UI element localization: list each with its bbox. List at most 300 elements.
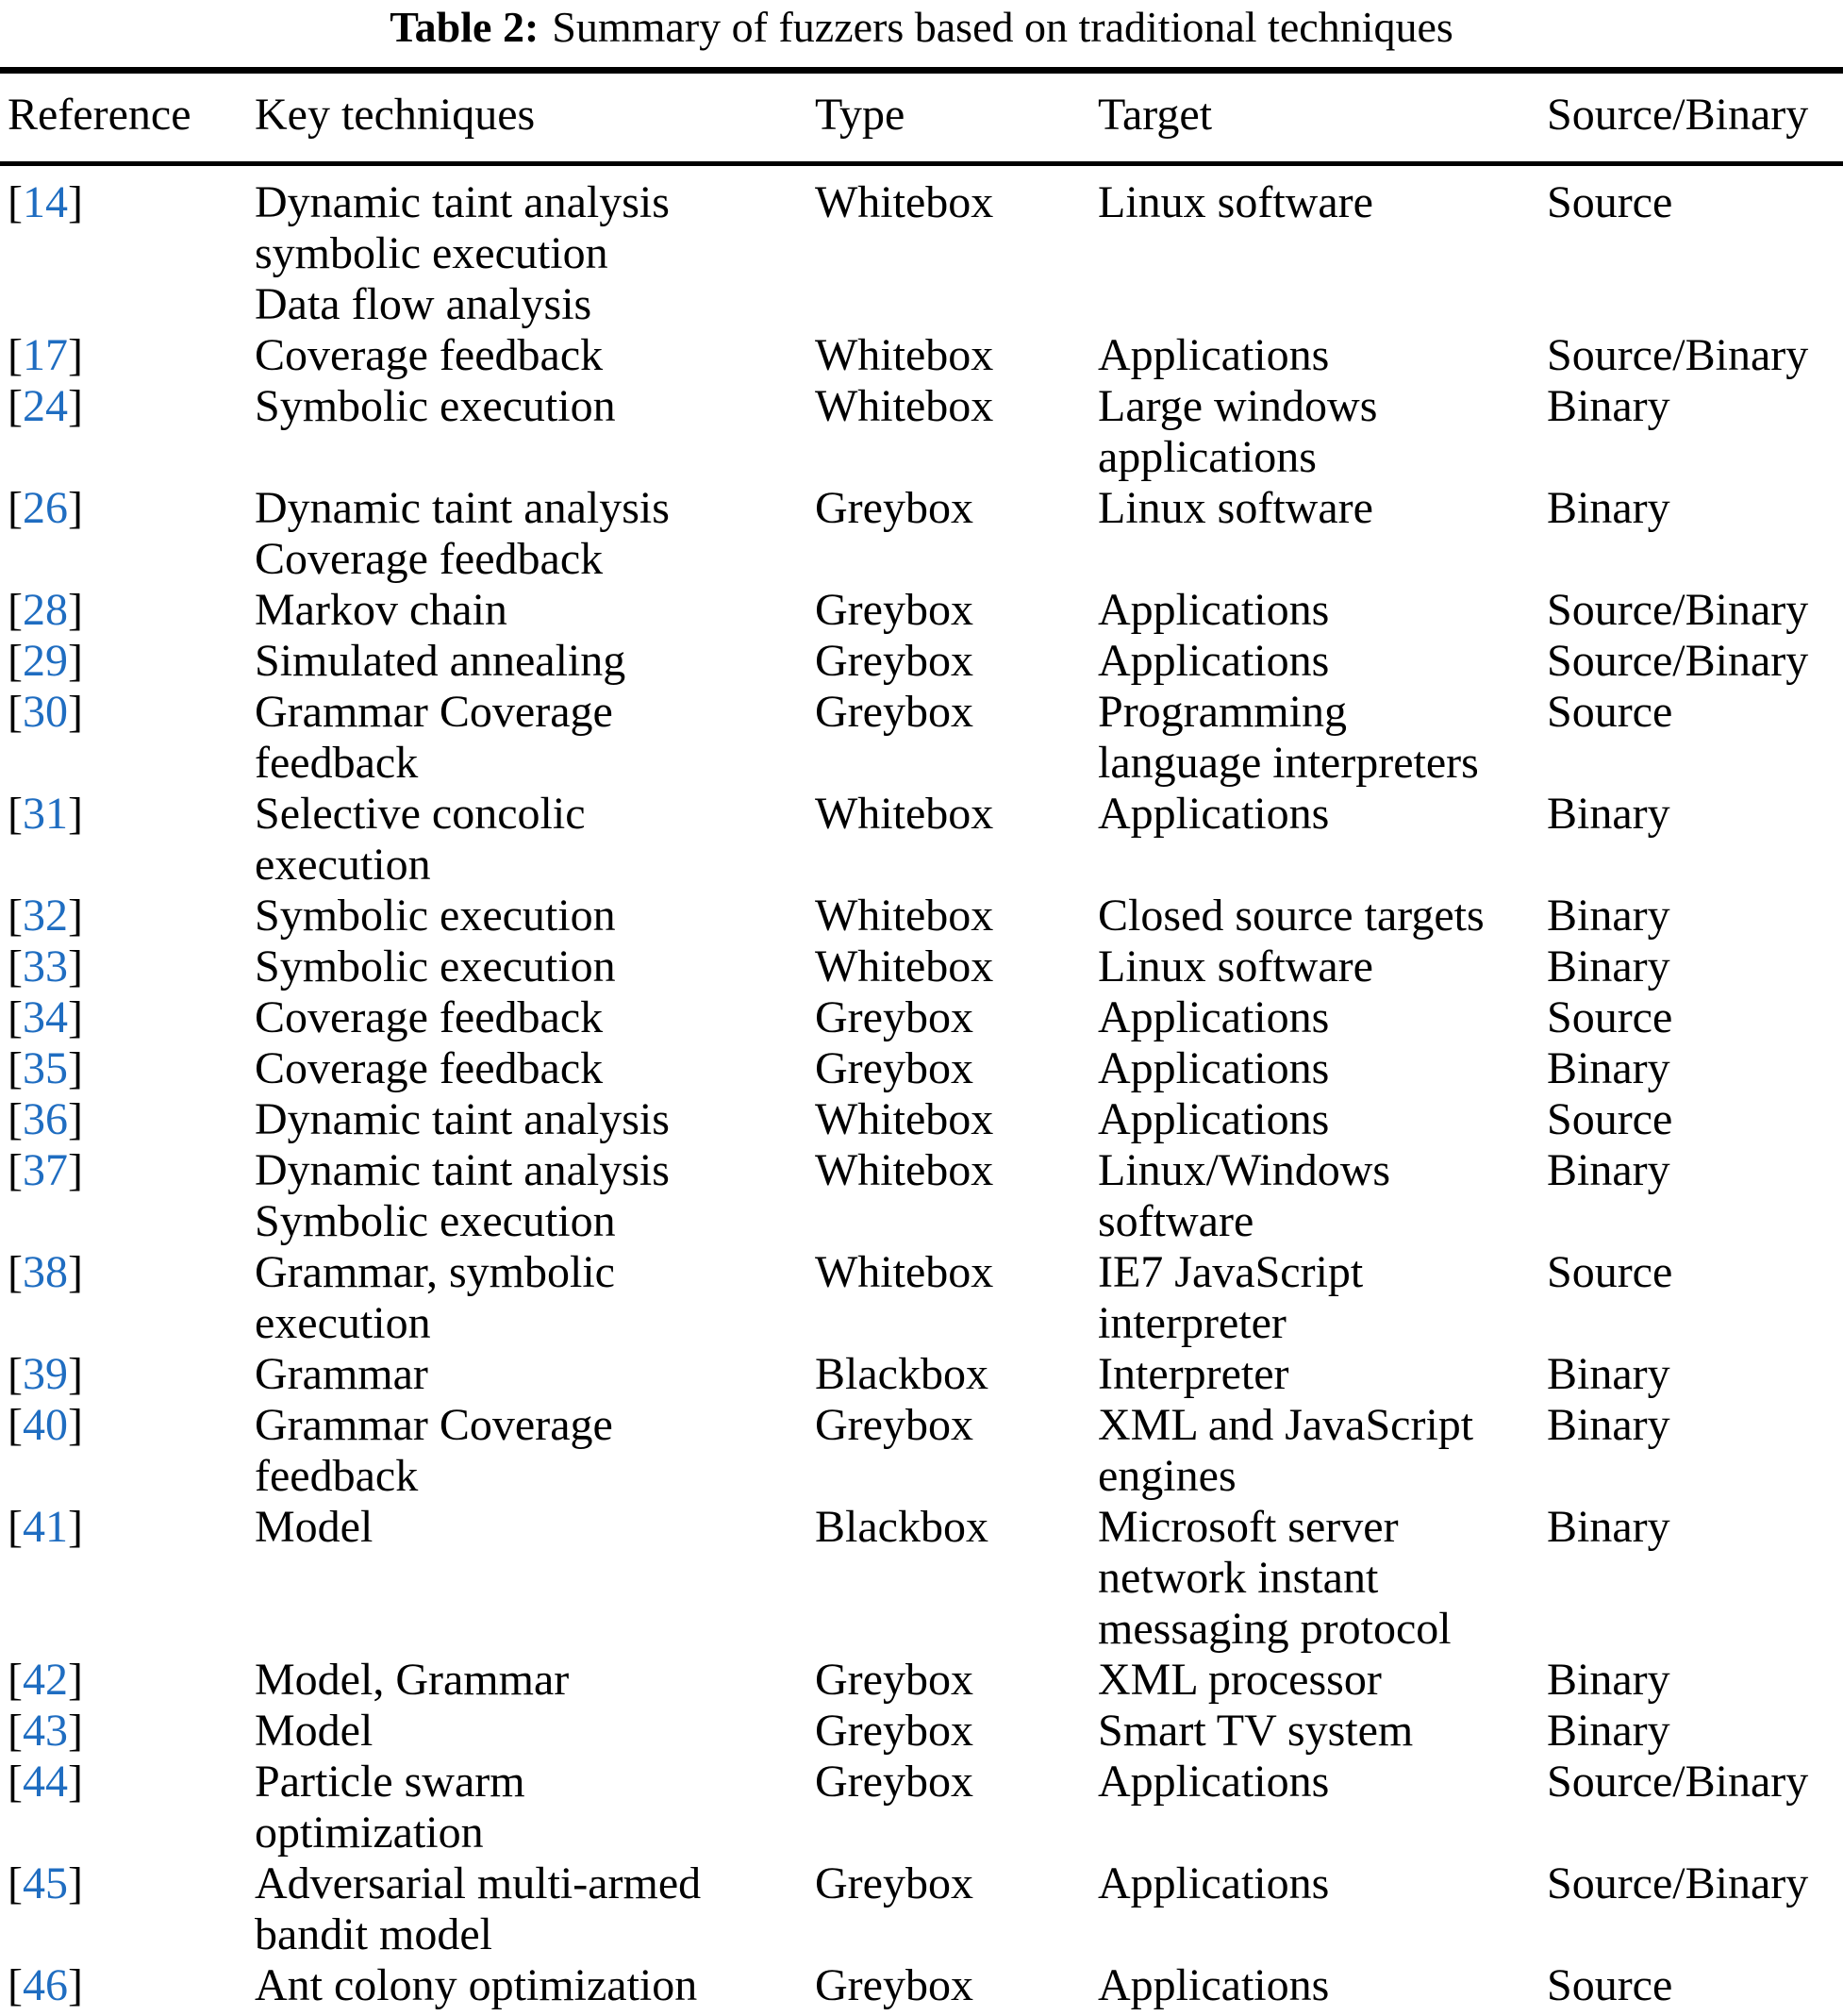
- reference-cell: [0, 1247, 255, 1349]
- key-technique-line: Particle swarm: [255, 1757, 525, 1807]
- source-binary-line: Source: [1547, 1960, 1673, 2010]
- key-technique-line: symbolic execution: [255, 228, 608, 278]
- reference-bracket-open: [: [8, 1043, 23, 1093]
- reference-cell: [0, 483, 255, 585]
- type-line: Greybox: [815, 483, 973, 533]
- table-row: [0, 1858, 1843, 1960]
- reference-line: [8, 1145, 255, 1196]
- source-binary-cell: [1547, 164, 1843, 331]
- source-binary-line: Binary: [1547, 483, 1670, 533]
- reference-line: [8, 1960, 255, 2011]
- table-row: [0, 381, 1843, 483]
- key-techniques-cell: [255, 483, 815, 585]
- reference-link[interactable]: 26: [22, 483, 68, 533]
- target-line: Large windows: [1098, 381, 1378, 431]
- key-technique-line: execution: [255, 840, 431, 890]
- key-techniques-cell: [255, 164, 815, 331]
- target-cell: [1098, 1400, 1547, 1502]
- reference-bracket-close: ]: [67, 1706, 83, 1756]
- reference-link[interactable]: 39: [22, 1349, 68, 1399]
- source-binary-cell: [1547, 1043, 1843, 1094]
- type-cell: [815, 1247, 1098, 1349]
- type-cell: [815, 164, 1098, 331]
- key-technique-line: Coverage feedback: [255, 992, 604, 1042]
- reference-bracket-close: ]: [67, 1858, 83, 1908]
- fuzzers-summary-table: [0, 67, 1843, 2016]
- target-line: Linux/Windows: [1098, 1145, 1391, 1195]
- reference-line: [8, 636, 255, 687]
- source-binary-line: Source: [1547, 687, 1673, 737]
- reference-cell: [0, 164, 255, 331]
- target-cell: [1098, 330, 1547, 381]
- table-row: [0, 1960, 1843, 2016]
- reference-bracket-close: ]: [67, 636, 83, 686]
- type-line: Greybox: [815, 1960, 973, 2010]
- source-binary-line: Binary: [1547, 941, 1670, 991]
- table-caption: [0, 0, 1843, 52]
- reference-link[interactable]: 24: [22, 381, 68, 431]
- source-binary-cell: [1547, 330, 1843, 381]
- table-row: [0, 585, 1843, 636]
- target-line: Applications: [1098, 1094, 1330, 1144]
- source-binary-cell: [1547, 1094, 1843, 1145]
- source-binary-line: Source/Binary: [1547, 1757, 1809, 1807]
- reference-bracket-open: [: [8, 1706, 23, 1756]
- target-line: interpreter: [1098, 1298, 1287, 1348]
- reference-line: [8, 1655, 255, 1706]
- reference-link[interactable]: 43: [22, 1706, 68, 1756]
- type-cell: [815, 1655, 1098, 1706]
- reference-bracket-close: ]: [67, 1094, 83, 1144]
- reference-line: [8, 585, 255, 636]
- target-cell: [1098, 1858, 1547, 1960]
- source-binary-cell: [1547, 1960, 1843, 2016]
- reference-line: [8, 1502, 255, 1553]
- type-line: Greybox: [815, 585, 973, 635]
- reference-link[interactable]: 35: [22, 1043, 68, 1093]
- reference-link[interactable]: 46: [22, 1960, 68, 2010]
- reference-line: [8, 1400, 255, 1451]
- target-cell: [1098, 483, 1547, 585]
- key-technique-line: Adversarial multi-armed: [255, 1858, 702, 1908]
- type-line: Whitebox: [815, 381, 994, 431]
- reference-link[interactable]: 32: [22, 891, 68, 941]
- reference-link[interactable]: 31: [22, 789, 68, 839]
- reference-cell: [0, 941, 255, 992]
- column-header-key-techniques: Key techniques: [255, 71, 815, 164]
- reference-bracket-close: ]: [67, 1349, 83, 1399]
- target-cell: [1098, 1960, 1547, 2016]
- reference-cell: [0, 1757, 255, 1858]
- reference-link[interactable]: 33: [22, 941, 68, 991]
- type-cell: [815, 1094, 1098, 1145]
- table-row: [0, 636, 1843, 687]
- reference-link[interactable]: 29: [22, 636, 68, 686]
- target-cell: [1098, 1247, 1547, 1349]
- target-cell: [1098, 381, 1547, 483]
- reference-bracket-close: ]: [67, 941, 83, 991]
- reference-bracket-close: ]: [67, 1400, 83, 1450]
- key-techniques-cell: [255, 1247, 815, 1349]
- type-line: Greybox: [815, 687, 973, 737]
- source-binary-cell: [1547, 381, 1843, 483]
- type-cell: [815, 381, 1098, 483]
- reference-bracket-open: [: [8, 1247, 23, 1297]
- reference-bracket-open: [: [8, 687, 23, 737]
- reference-cell: [0, 1858, 255, 1960]
- reference-link[interactable]: 14: [22, 177, 68, 227]
- key-techniques-cell: [255, 1502, 815, 1655]
- type-cell: [815, 1858, 1098, 1960]
- table-row: [0, 789, 1843, 891]
- reference-line: [8, 1757, 255, 1808]
- target-line: Applications: [1098, 1043, 1330, 1093]
- target-cell: [1098, 636, 1547, 687]
- key-technique-line: Model, Grammar: [255, 1655, 570, 1705]
- reference-bracket-close: ]: [67, 1655, 83, 1705]
- reference-cell: [0, 381, 255, 483]
- source-binary-line: Source/Binary: [1547, 1858, 1809, 1908]
- key-technique-line: Coverage feedback: [255, 1043, 604, 1093]
- reference-link[interactable]: 45: [22, 1858, 68, 1908]
- source-binary-cell: [1547, 483, 1843, 585]
- key-techniques-cell: [255, 1858, 815, 1960]
- reference-link[interactable]: 41: [22, 1502, 68, 1552]
- key-techniques-cell: [255, 1706, 815, 1757]
- key-technique-line: Dynamic taint analysis: [255, 1094, 670, 1144]
- target-line: Closed source targets: [1098, 891, 1485, 941]
- target-cell: [1098, 1043, 1547, 1094]
- type-cell: [815, 789, 1098, 891]
- reference-link[interactable]: 28: [22, 585, 68, 635]
- reference-bracket-close: ]: [67, 1043, 83, 1093]
- key-techniques-cell: [255, 381, 815, 483]
- target-line: software: [1098, 1196, 1254, 1246]
- source-binary-cell: [1547, 1247, 1843, 1349]
- source-binary-cell: [1547, 687, 1843, 789]
- key-techniques-cell: [255, 789, 815, 891]
- column-header-type: Type: [815, 71, 1098, 164]
- type-cell: [815, 1706, 1098, 1757]
- table-row: [0, 483, 1843, 585]
- target-cell: [1098, 1502, 1547, 1655]
- table-row: [0, 1145, 1843, 1247]
- key-techniques-cell: [255, 941, 815, 992]
- reference-bracket-close: ]: [67, 992, 83, 1042]
- reference-cell: [0, 1400, 255, 1502]
- source-binary-cell: [1547, 585, 1843, 636]
- reference-line: [8, 483, 255, 534]
- reference-bracket-close: ]: [67, 1145, 83, 1195]
- target-line: messaging protocol: [1098, 1604, 1452, 1654]
- reference-cell: [0, 585, 255, 636]
- type-cell: [815, 1349, 1098, 1400]
- reference-bracket-close: ]: [67, 687, 83, 737]
- source-binary-line: Source: [1547, 177, 1673, 227]
- source-binary-line: Binary: [1547, 1655, 1670, 1705]
- source-binary-cell: [1547, 789, 1843, 891]
- type-cell: [815, 941, 1098, 992]
- reference-link[interactable]: 37: [22, 1145, 68, 1195]
- reference-bracket-open: [: [8, 636, 23, 686]
- table-row: [0, 1400, 1843, 1502]
- key-technique-line: Coverage feedback: [255, 330, 604, 380]
- type-cell: [815, 330, 1098, 381]
- key-technique-line: Model: [255, 1502, 374, 1552]
- type-line: Greybox: [815, 636, 973, 686]
- target-cell: [1098, 992, 1547, 1043]
- reference-line: [8, 1858, 255, 1909]
- type-cell: [815, 585, 1098, 636]
- reference-cell: [0, 1960, 255, 2016]
- reference-bracket-close: ]: [67, 1247, 83, 1297]
- table-row: [0, 164, 1843, 331]
- source-binary-cell: [1547, 1400, 1843, 1502]
- reference-bracket-open: [: [8, 992, 23, 1042]
- reference-line: [8, 381, 255, 432]
- table-row: [0, 330, 1843, 381]
- type-line: Whitebox: [815, 177, 994, 227]
- table-row: [0, 1757, 1843, 1858]
- reference-bracket-open: [: [8, 585, 23, 635]
- key-technique-line: Grammar Coverage: [255, 1400, 613, 1450]
- reference-bracket-open: [: [8, 177, 23, 227]
- target-line: Applications: [1098, 1757, 1330, 1807]
- table-row: [0, 1094, 1843, 1145]
- key-techniques-cell: [255, 1655, 815, 1706]
- key-technique-line: Symbolic execution: [255, 1196, 616, 1246]
- target-cell: [1098, 1757, 1547, 1858]
- type-line: Whitebox: [815, 789, 994, 839]
- reference-line: [8, 1094, 255, 1145]
- reference-line: [8, 177, 255, 228]
- table-row: [0, 1247, 1843, 1349]
- source-binary-cell: [1547, 1502, 1843, 1655]
- table-row: [0, 1655, 1843, 1706]
- target-cell: [1098, 789, 1547, 891]
- reference-line: [8, 687, 255, 738]
- type-cell: [815, 1960, 1098, 2016]
- reference-cell: [0, 1094, 255, 1145]
- type-cell: [815, 1757, 1098, 1858]
- target-line: Applications: [1098, 992, 1330, 1042]
- reference-bracket-open: [: [8, 1094, 23, 1144]
- source-binary-line: Binary: [1547, 1400, 1670, 1450]
- key-technique-line: Coverage feedback: [255, 534, 604, 584]
- table-row: [0, 1349, 1843, 1400]
- key-technique-line: Model: [255, 1706, 374, 1756]
- table-row: [0, 891, 1843, 941]
- source-binary-cell: [1547, 1349, 1843, 1400]
- table-header-row: [0, 71, 1843, 164]
- key-technique-line: Markov chain: [255, 585, 507, 635]
- reference-link[interactable]: 34: [22, 992, 68, 1042]
- key-techniques-cell: [255, 1094, 815, 1145]
- source-binary-cell: [1547, 1145, 1843, 1247]
- key-technique-line: Data flow analysis: [255, 279, 592, 329]
- target-cell: [1098, 1655, 1547, 1706]
- source-binary-line: Binary: [1547, 789, 1670, 839]
- reference-bracket-close: ]: [67, 330, 83, 380]
- column-header-source-binary: Source/Binary: [1547, 71, 1843, 164]
- reference-line: [8, 1247, 255, 1298]
- type-line: Whitebox: [815, 330, 994, 380]
- target-line: network instant: [1098, 1553, 1379, 1603]
- key-technique-line: optimization: [255, 1808, 484, 1858]
- key-techniques-cell: [255, 891, 815, 941]
- source-binary-line: Binary: [1547, 891, 1670, 941]
- table-row: [0, 992, 1843, 1043]
- target-cell: [1098, 1706, 1547, 1757]
- table-row: [0, 687, 1843, 789]
- target-line: Applications: [1098, 636, 1330, 686]
- source-binary-cell: [1547, 1655, 1843, 1706]
- key-techniques-cell: [255, 992, 815, 1043]
- target-cell: [1098, 941, 1547, 992]
- key-techniques-cell: [255, 1145, 815, 1247]
- source-binary-cell: [1547, 1858, 1843, 1960]
- reference-cell: [0, 687, 255, 789]
- table-caption-text: Summary of fuzzers based on traditional techniques: [552, 3, 1453, 51]
- key-technique-line: Symbolic execution: [255, 891, 616, 941]
- type-cell: [815, 687, 1098, 789]
- target-line: Linux software: [1098, 941, 1373, 991]
- type-line: Greybox: [815, 1400, 973, 1450]
- source-binary-line: Binary: [1547, 1502, 1670, 1552]
- type-line: Greybox: [815, 1858, 973, 1908]
- reference-bracket-open: [: [8, 483, 23, 533]
- key-technique-line: Simulated annealing: [255, 636, 626, 686]
- table-row: [0, 1706, 1843, 1757]
- type-cell: [815, 891, 1098, 941]
- target-line: Smart TV system: [1098, 1706, 1414, 1756]
- type-line: Greybox: [815, 1757, 973, 1807]
- table-row: [0, 941, 1843, 992]
- reference-bracket-close: ]: [67, 1757, 83, 1807]
- reference-cell: [0, 330, 255, 381]
- reference-bracket-close: ]: [67, 1960, 83, 2010]
- target-line: Interpreter: [1098, 1349, 1289, 1399]
- reference-link[interactable]: 42: [22, 1655, 68, 1705]
- target-line: Applications: [1098, 585, 1330, 635]
- target-cell: [1098, 1094, 1547, 1145]
- source-binary-line: Binary: [1547, 381, 1670, 431]
- source-binary-cell: [1547, 1757, 1843, 1858]
- type-line: Greybox: [815, 992, 973, 1042]
- type-line: Blackbox: [815, 1349, 988, 1399]
- key-technique-line: Dynamic taint analysis: [255, 483, 670, 533]
- source-binary-line: Source/Binary: [1547, 636, 1809, 686]
- reference-link[interactable]: 36: [22, 1094, 68, 1144]
- table-caption-label: Table 2:: [390, 3, 540, 51]
- reference-bracket-open: [: [8, 1145, 23, 1195]
- reference-bracket-open: [: [8, 891, 23, 941]
- target-line: Linux software: [1098, 177, 1373, 227]
- reference-link[interactable]: 40: [22, 1400, 68, 1450]
- column-header-reference: Reference: [0, 71, 255, 164]
- key-techniques-cell: [255, 330, 815, 381]
- reference-bracket-open: [: [8, 1858, 23, 1908]
- reference-line: [8, 1043, 255, 1094]
- target-line: applications: [1098, 432, 1317, 482]
- reference-line: [8, 330, 255, 381]
- type-line: Greybox: [815, 1706, 973, 1756]
- target-cell: [1098, 687, 1547, 789]
- reference-line: [8, 941, 255, 992]
- type-line: Whitebox: [815, 1145, 994, 1195]
- type-line: Whitebox: [815, 941, 994, 991]
- source-binary-line: Binary: [1547, 1043, 1670, 1093]
- reference-cell: [0, 789, 255, 891]
- source-binary-cell: [1547, 891, 1843, 941]
- type-cell: [815, 1145, 1098, 1247]
- reference-cell: [0, 1145, 255, 1247]
- key-technique-line: Grammar: [255, 1349, 428, 1399]
- reference-bracket-open: [: [8, 1400, 23, 1450]
- key-technique-line: feedback: [255, 738, 419, 788]
- source-binary-line: Source/Binary: [1547, 330, 1809, 380]
- type-line: Whitebox: [815, 1094, 994, 1144]
- target-line: XML processor: [1098, 1655, 1382, 1705]
- key-technique-line: Grammar, symbolic: [255, 1247, 615, 1297]
- reference-link[interactable]: 30: [22, 687, 68, 737]
- source-binary-line: Source: [1547, 992, 1673, 1042]
- key-techniques-cell: [255, 585, 815, 636]
- reference-link[interactable]: 17: [22, 330, 68, 380]
- reference-link[interactable]: 38: [22, 1247, 68, 1297]
- table-body: [0, 164, 1843, 2016]
- reference-cell: [0, 891, 255, 941]
- type-cell: [815, 1502, 1098, 1655]
- reference-line: [8, 891, 255, 941]
- target-line: Applications: [1098, 330, 1330, 380]
- target-cell: [1098, 891, 1547, 941]
- reference-bracket-open: [: [8, 941, 23, 991]
- source-binary-cell: [1547, 636, 1843, 687]
- key-techniques-cell: [255, 687, 815, 789]
- reference-link[interactable]: 44: [22, 1757, 68, 1807]
- reference-bracket-close: ]: [67, 1502, 83, 1552]
- key-technique-line: Symbolic execution: [255, 381, 616, 431]
- type-cell: [815, 636, 1098, 687]
- key-technique-line: Symbolic execution: [255, 941, 616, 991]
- reference-cell: [0, 1502, 255, 1655]
- target-cell: [1098, 1145, 1547, 1247]
- table-header: [0, 71, 1843, 164]
- target-line: Applications: [1098, 1960, 1330, 2010]
- source-binary-line: Source/Binary: [1547, 585, 1809, 635]
- reference-line: [8, 1349, 255, 1400]
- source-binary-cell: [1547, 1706, 1843, 1757]
- target-cell: [1098, 585, 1547, 636]
- target-line: Linux software: [1098, 483, 1373, 533]
- type-line: Whitebox: [815, 1247, 994, 1297]
- reference-cell: [0, 1043, 255, 1094]
- target-line: Applications: [1098, 1858, 1330, 1908]
- target-line: XML and JavaScript: [1098, 1400, 1474, 1450]
- target-line: engines: [1098, 1451, 1237, 1501]
- target-cell: [1098, 164, 1547, 331]
- source-binary-line: Source: [1547, 1247, 1673, 1297]
- target-line: Programming: [1098, 687, 1347, 737]
- reference-bracket-open: [: [8, 1502, 23, 1552]
- reference-bracket-close: ]: [67, 381, 83, 431]
- target-line: IE7 JavaScript: [1098, 1247, 1364, 1297]
- source-binary-line: Binary: [1547, 1706, 1670, 1756]
- reference-cell: [0, 1706, 255, 1757]
- reference-line: [8, 1706, 255, 1757]
- key-techniques-cell: [255, 636, 815, 687]
